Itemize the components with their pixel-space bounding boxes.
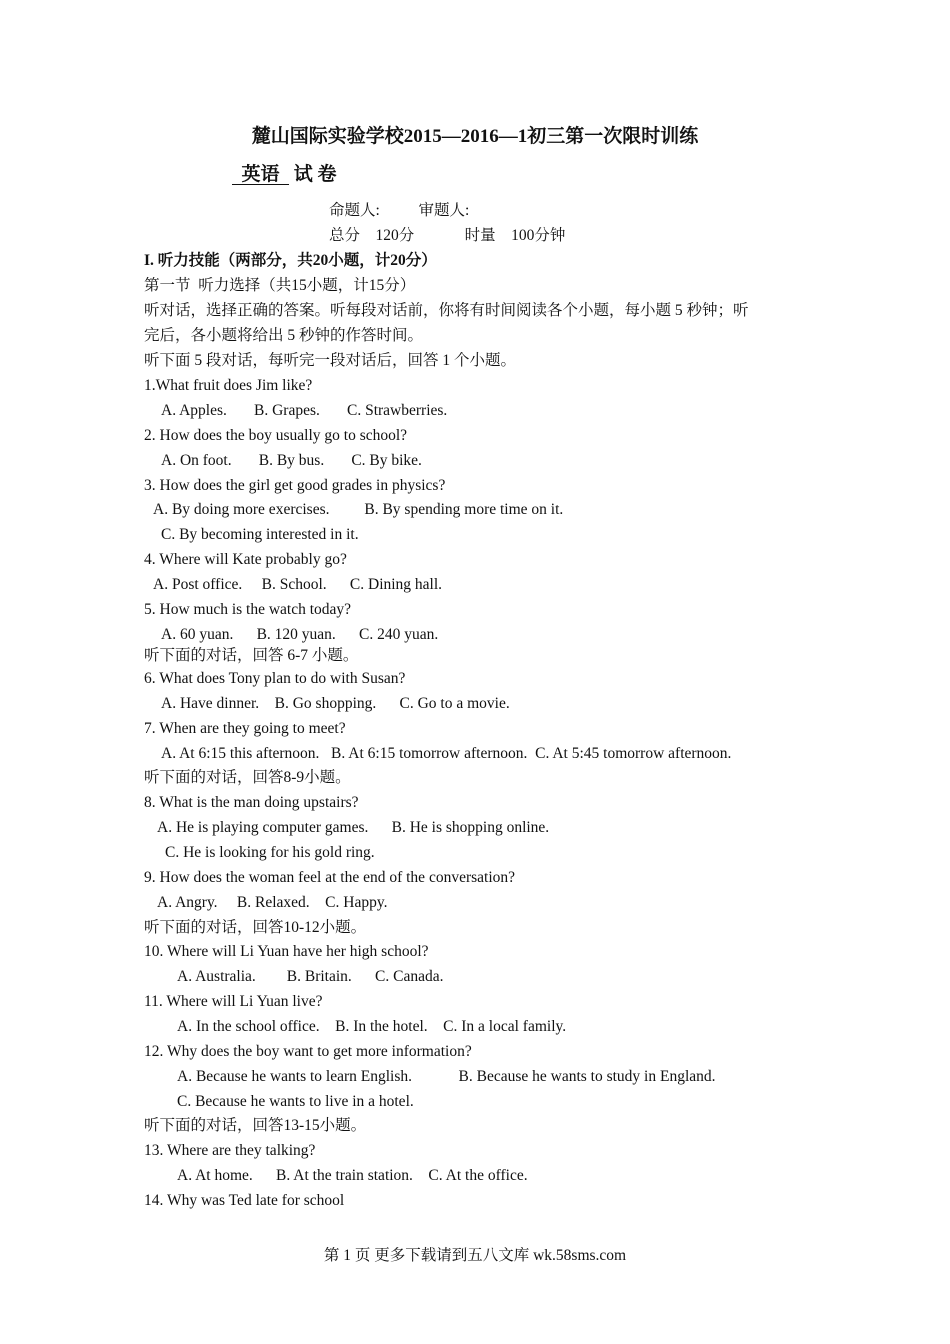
section-heading: I. 听力技能（两部分，共20小题，计20分） [144, 252, 437, 269]
instruction-line: 完后，各小题将给出 5 秒钟的作答时间。 [144, 327, 424, 344]
dialogue-instruction: 听下面的对话，回答 6-7 小题。 [144, 647, 359, 664]
answer-options: C. Because he wants to live in a hotel. [177, 1093, 414, 1110]
question-text: 5. How much is the watch today? [144, 601, 352, 618]
answer-options: A. On foot. B. By bus. C. By bike. [161, 452, 422, 469]
subject-suffix: 试 卷 [289, 164, 337, 185]
score-line: 总分 120分 时量 100分钟 [329, 227, 566, 244]
question-text: 7. When are they going to meet? [144, 720, 346, 737]
exam-subject [232, 162, 337, 188]
subject-name: 英语 [232, 164, 290, 185]
answer-options: A. He is playing computer games. B. He is shopping online. [157, 819, 550, 836]
answer-options: A. Because he wants to learn English. B. Because he wants to study in England. [177, 1068, 716, 1085]
question-text: 3. How does the girl get good grades in physics? [144, 477, 446, 494]
answer-options: A. By doing more exercises. B. By spending more time on it. [153, 501, 564, 518]
question-text: 9. How does the woman feel at the end of the conversation? [144, 869, 516, 886]
page-footer: 第 1 页 更多下载请到五八文库 wk.58sms.com [323, 1247, 627, 1264]
question-text: 8. What is the man doing upstairs? [144, 794, 359, 811]
answer-options: A. Australia. B. Britain. C. Canada. [177, 968, 444, 985]
answer-options: A. In the school office. B. In the hotel. C. In a local family. [177, 1018, 567, 1035]
dialogue-instruction: 听下面的对话，回答13-15小题。 [144, 1117, 367, 1134]
question-text: 4. Where will Kate probably go? [144, 551, 347, 568]
answer-options: A. Post office. B. School. C. Dining hall. [153, 576, 443, 593]
question-text: 12. Why does the boy want to get more information? [144, 1043, 472, 1060]
answer-options: A. Angry. B. Relaxed. C. Happy. [157, 894, 388, 911]
exam-title: 麓山国际实验学校2015—2016—1初三第一次限时训练 [251, 126, 699, 147]
instruction-line: 听对话，选择正确的答案。听每段对话前，你将有时间阅读各个小题，每小题 5 秒钟；听 [144, 302, 749, 319]
answer-options: C. He is looking for his gold ring. [165, 844, 375, 861]
question-text: 6. What does Tony plan to do with Susan? [144, 670, 406, 687]
question-text: 10. Where will Li Yuan have her high school? [144, 943, 429, 960]
instruction-line: 听下面 5 段对话，每听完一段对话后，回答 1 个小题。 [144, 352, 517, 369]
question-text: 14. Why was Ted late for school [144, 1192, 345, 1209]
answer-options: A. Have dinner. B. Go shopping. C. Go to a movie. [161, 695, 510, 712]
question-text: 2. How does the boy usually go to school? [144, 427, 408, 444]
question-text: 1.What fruit does Jim like? [144, 377, 313, 394]
dialogue-instruction: 听下面的对话，回答8-9小题。 [144, 769, 351, 786]
answer-options: A. At home. B. At the train station. C. At the office. [177, 1167, 528, 1184]
answer-options: A. 60 yuan. B. 120 yuan. C. 240 yuan. [161, 626, 439, 643]
answer-options: A. At 6:15 this afternoon. B. At 6:15 tomorrow afternoon. C. At 5:45 tomorrow afternoon. [161, 745, 732, 762]
answer-options: A. Apples. B. Grapes. C. Strawberries. [161, 402, 448, 419]
author-line: 命题人: 审题人: [329, 202, 470, 219]
part-label: 第一节 听力选择（共15小题，计15分） [144, 277, 416, 294]
dialogue-instruction: 听下面的对话，回答10-12小题。 [144, 919, 367, 936]
answer-options: C. By becoming interested in it. [161, 526, 359, 543]
question-text: 13. Where are they talking? [144, 1142, 316, 1159]
question-text: 11. Where will Li Yuan live? [144, 993, 323, 1010]
